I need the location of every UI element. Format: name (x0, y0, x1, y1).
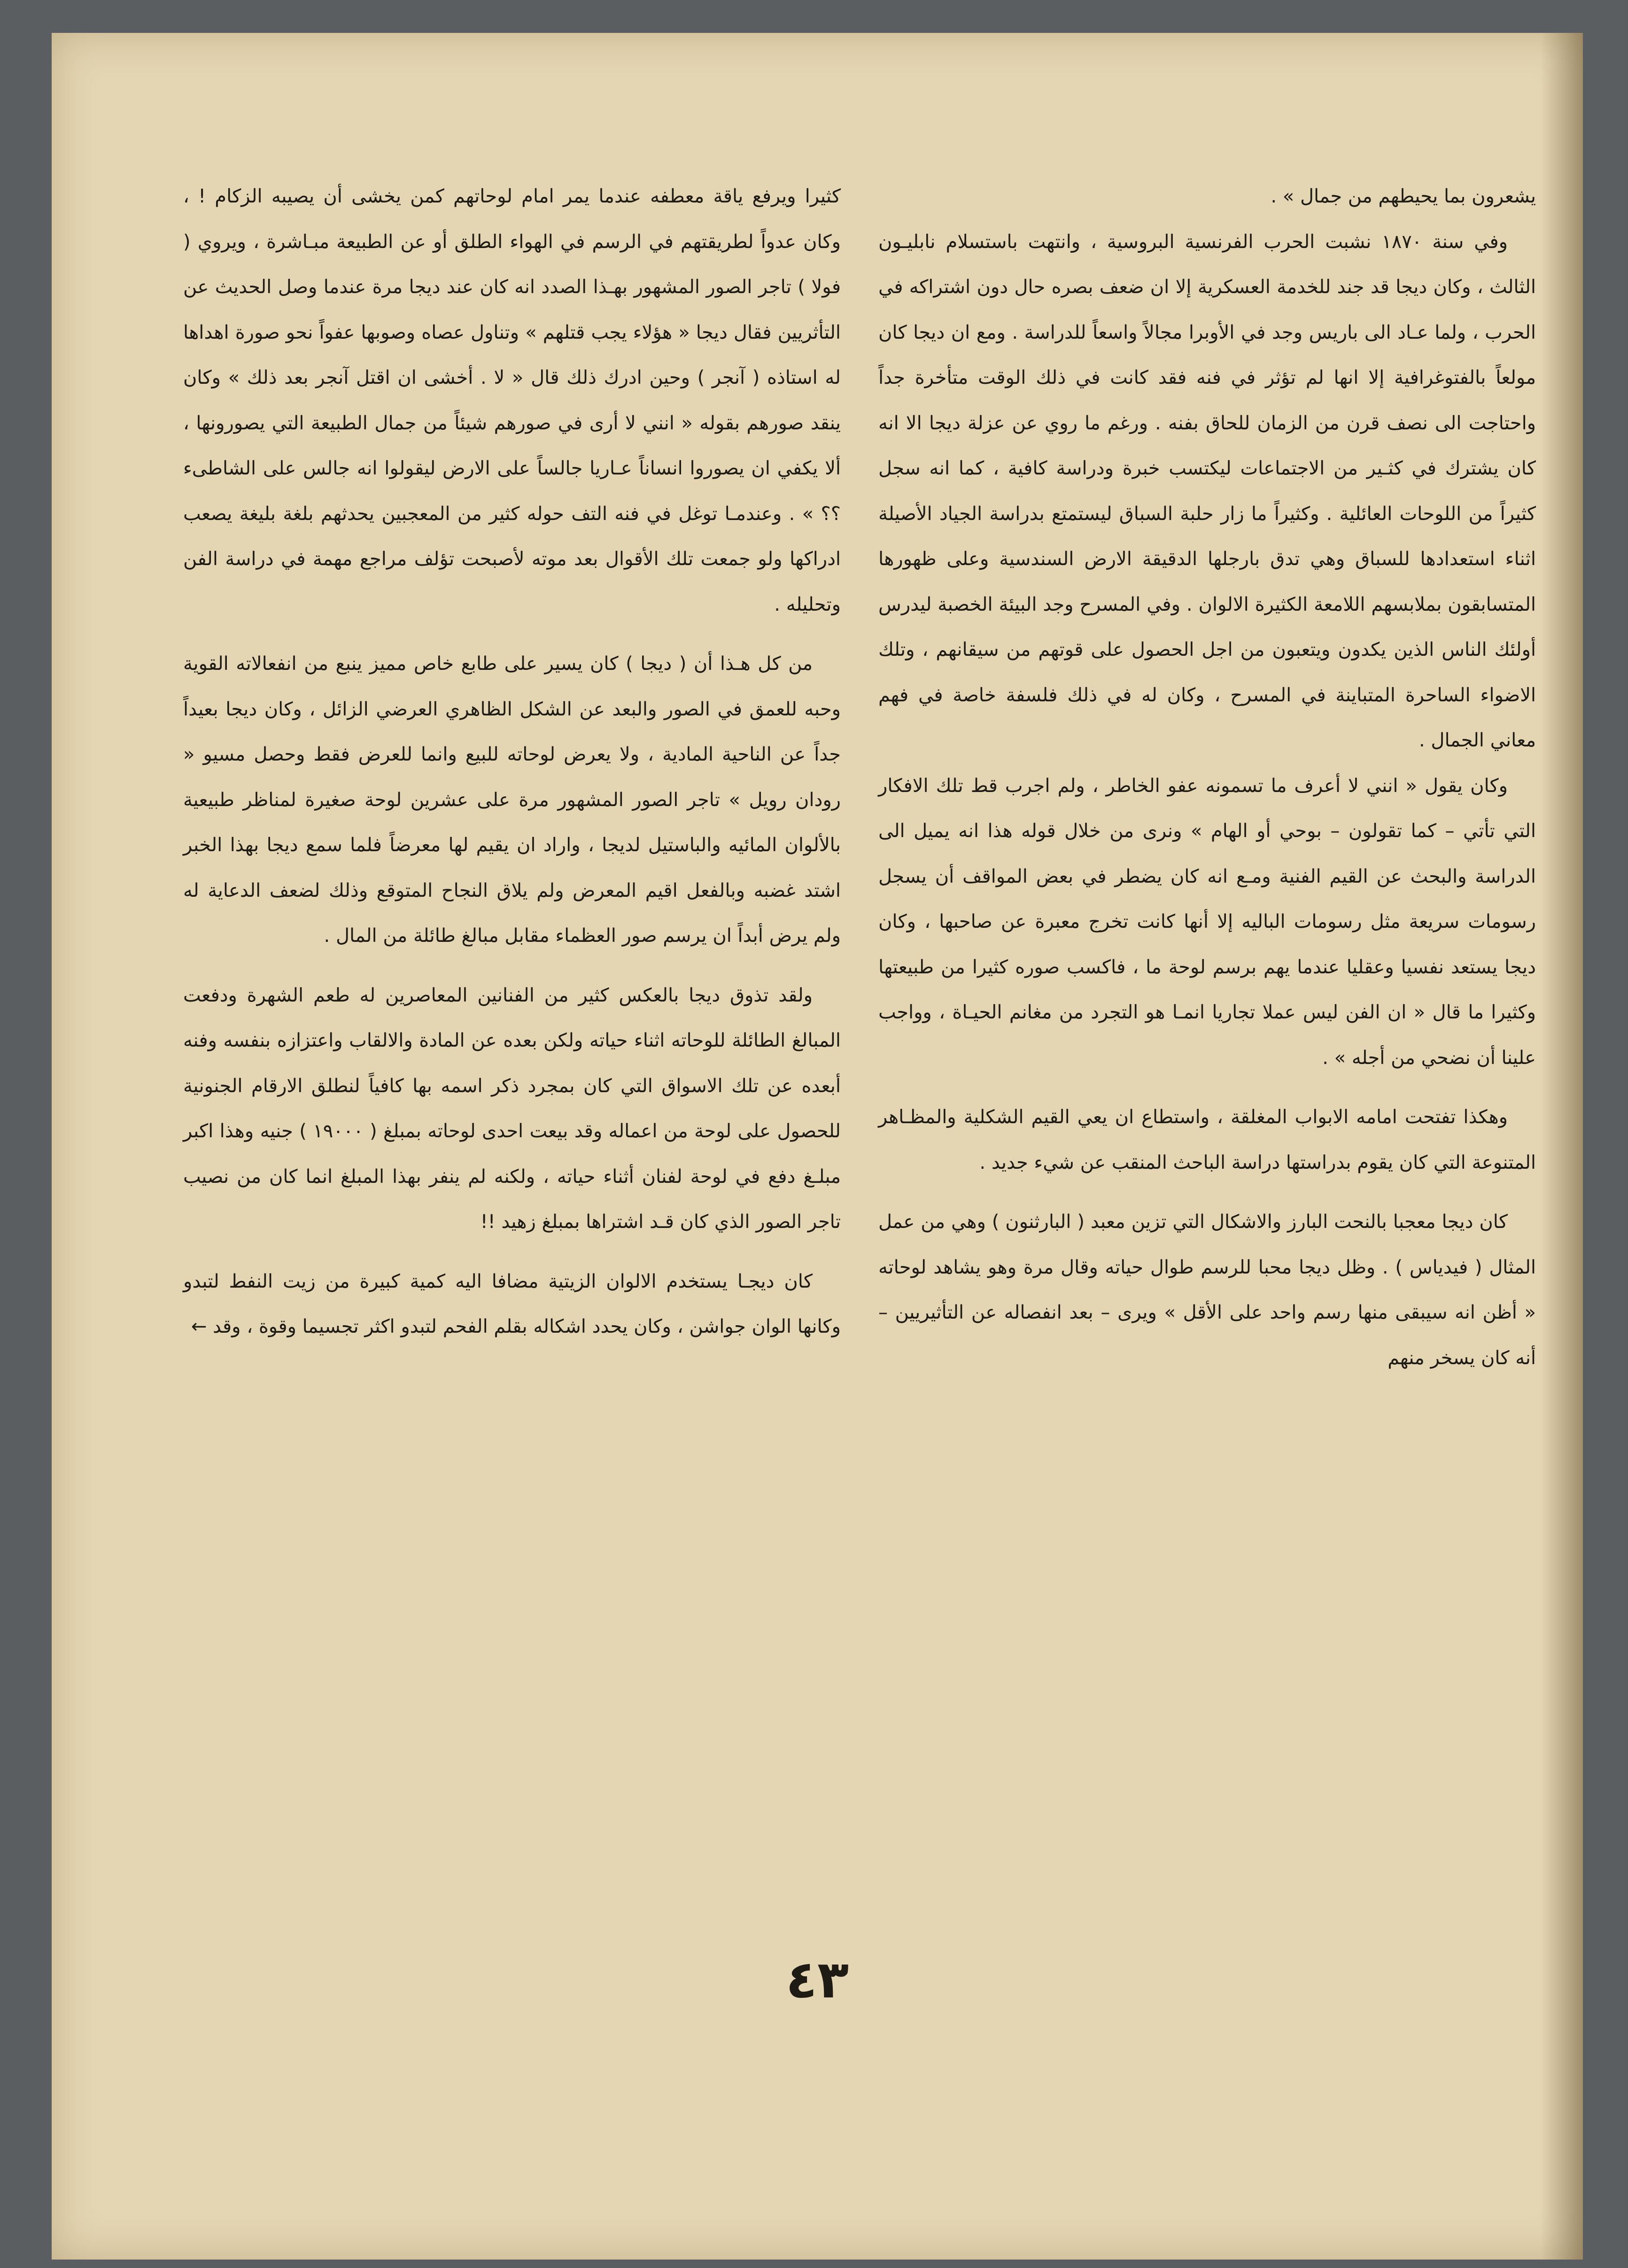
text-column-right (878, 174, 1536, 1381)
page-number: ٤٣ (785, 1950, 849, 2010)
paragraph: من كل هـذا أن ( ديجا ) كان يسير على طابع خاص مميز ينبع من انفعالاته القوية وحبه للعمق في الصور والبعد عن الشكل الظاهري العرضي الزائل ، وكان ديجا بعيداً جداً عن الناحية المادية ، ولا يعرض لوحاته للبيع وانما للعرض فقط وحصل مسيو « رودان رويل » تاجر الصور المشهور مرة على عشرين لوحة صغيرة لمناظر طبيعية بالألوان المائيه والباستيل لديجا ، واراد ان يقيم لها معرضاً فلما سمع ديجا بهذا الخبر اشتد غضبه وبالفعل اقيم المعرض ولم يلاق النجاح المتوقع وذلك لضعف الدعاية له ولم يرض أبداً ان يرسم صور العظماء مقابل مبالغ طائلة من المال . (183, 653, 841, 947)
text-column-left (183, 174, 841, 1350)
binding-shadow (1541, 33, 1583, 2260)
paragraph: وهكذا تفتحت امامه الابواب المغلقة ، واستطاع ان يعي القيم الشكلية والمظـاهر المتنوعة التي كان يقوم بدراستها دراسة الباحث المنقب عن شيء جديد . (878, 1106, 1536, 1173)
paragraph: يشعرون بما يحيطهم من جمال » . (1271, 186, 1536, 207)
page-sheet (52, 33, 1583, 2260)
paragraph: ولقد تذوق ديجا بالعكس كثير من الفنانين المعاصرين له طعم الشهرة ودفعت المبالغ الطائلة للوحاته اثناء حياته ولكن بعده عن المادة والالقاب واعتزازه بنفسه وفنه أبعده عن تلك الاسواق التي كان بمجرد ذكر اسمه بها كافياً لنطلق الارقام الجنونية للحصول على لوحة من اعماله وقد بيعت احدى لوحاته بمبلغ ( ١٩٠٠٠ ) جنيه وهذا اكبر مبلـغ دفع في لوحة لفنان أثناء حياته ، ولكنه لم ينفر بهذا المبلغ انما كان من نصيب تاجر الصور الذي كان قـد اشتراها بمبلغ زهيد !! (183, 984, 841, 1233)
paragraph: كثيرا ويرفع ياقة معطفه عندما يمر امام لوحاتهم كمن يخشى أن يصيبه الزكام ! ، وكان عدواً لطريقتهم في الرسم في الهواء الطلق أو عن الطبيعة مبـاشرة ، ويروي ( فولا ) تاجر الصور المشهور بهـذا الصدد انه كان عند ديجا مرة عندما وصل الحديث عن التأثريين فقال ديجا « هؤلاء يجب قتلهم » وتناول عصاه وصوبها عفواً نحو صورة اهداها له استاذه ( آنجر ) وحين ادرك ذلك قال « لا . أخشى ان اقتل آنجر بعد ذلك » وكان ينقد صورهم بقوله « انني لا أرى في صورهم شيئاً من جمال الطبيعة التي يصورونها ، ألا يكفي ان يصوروا انساناً عـاريا جالساً على الارض ليقولوا انه جالس على الشاطىء ؟؟ » . وعندمـا توغل في فنه التف حوله كثير من المعجبين يحدثهم بلغة بليغة يصعب ادراكها ولو جمعت تلك الأقوال بعد موته لأصبحت تؤلف مراجع مهمة في دراسة الفن وتحليله . (183, 186, 841, 615)
paragraph: كان ديجا معجبا بالنحت البارز والاشكال التي تزين معبد ( البارثنون ) وهي من عمل المثال ( فيدياس ) . وظل ديجا محبا للرسم طوال حياته وقال مرة وهو يشاهد لوحاته « أظن انه سيبقى منها رسم واحد على الأقل » ويرى – بعد انفصاله عن التأثيريين – أنه كان يسخر منهم (878, 1211, 1536, 1369)
paragraph: وفي سنة ١٨٧٠ نشبت الحرب الفرنسية البروسية ، وانتهت باستسلام نابليـون الثالث ، وكان ديجا قد جند للخدمة العسكرية إلا ان ضعف بصره حال دون اشتراكه في الحرب ، ولما عـاد الى باريس وجد في الأوبرا مجالاً واسعاً للدراسة . ومع ان ديجا كان مولعاً بالفتوغرافية إلا انها لم تؤثر في فنه فقد كانت في ذلك الوقت متأخرة جداً واحتاجت الى نصف قرن من الزمان للحاق بفنه . ورغم ما روي عن عزلة ديجا الا انه كان يشترك في كثـير من الاجتماعات ليكتسب خبرة ودراسة كافية ، كما انه سجل كثيراً من اللوحات العائلية . وكثيراً ما زار حلبة السباق ليستمتع بدراسة الجياد الأصيلة اثناء استعدادها للسباق وهي تدق بارجلها الدقيقة الارض السندسية وعلى ظهورها المتسابقون بملابسهم اللامعة الكثيرة الالوان . وفي المسرح وجد البيئة الخصبة ليدرس أولئك الناس الذين يكدون ويتعبون من اجل الحصول على قوتهم من سيقانهم ، وتلك الاضواء الساحرة المتباينة في المسرح ، وكان له في ذلك فلسفة خاصة في فهم معاني الجمال . (878, 231, 1536, 751)
paragraph: وكان يقول « انني لا أعرف ما تسمونه عفو الخاطر ، ولم اجرب قط تلك الافكار التي تأتي – كما تقولون – بوحي أو الهام » ونرى من خلال قوله هذا انه يميل الى الدراسة والبحث عن القيم الفنية ومـع انه كان يضطر في بعض المواقف أن يسجل رسومات سريعة مثل رسومات الباليه إلا أنها كانت تخرج معبرة عن صاحبها ، وكان ديجا يستعد نفسيا وعقليا عندما يهم برسم لوحة ما ، فاكسب صوره كثيرا من طبيعتها وكثيرا ما قال « ان الفن ليس عملا تجاريا انمـا هو التجرد من مغانم الحيـاة ، وواجب علينا أن نضحي من أجله » . (878, 775, 1536, 1069)
paragraph: كان ديجـا يستخدم الالوان الزيتية مضافا اليه كمية كبيرة من زيت النفط لتبدو وكانها الوان جواشن ، وكان يحدد اشكاله بقلم الفحم لتبدو اكثر تجسيما وقوة ، وقد ← (183, 1270, 841, 1337)
